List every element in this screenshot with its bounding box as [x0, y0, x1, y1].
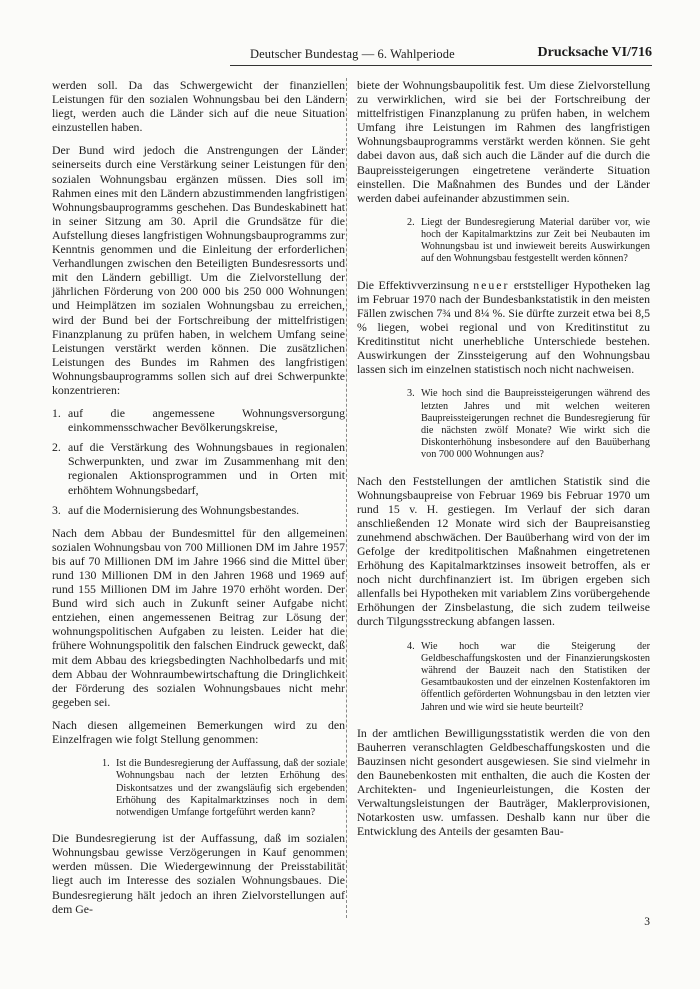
- header-rule: [230, 65, 652, 66]
- question-3: 3. Wie hoch sind die Baupreissteigerungen während des letzten Jahres und mit welchen weiteren Baupreissteigerungen rechnet die Bundesregierung für die nächsten zwölf Monate? Wie wirkt sich die Diskonterhöhung insbesondere auf den Bauüberhang von 700 000 Wohnungen aus?: [407, 388, 650, 461]
- paragraph: biete der Wohnungsbaupolitik fest. Um diese Zielvorstellung zu verwirklichen, wird sie bei der Fortschreibung der mittelfristigen Finanzplanung zu prüfen haben, in welchem Umfang ihre Leistungen im Rahmen des langfristigen Wohnungsbauprogramms verstärkt werden können. Sie geht dabei davon aus, daß sich auch die Länder auf die durch die Baupreissteigerungen eingetretene veränderte Situation einstellen. Die Maßnahmen des Bundes und der Länder werden dabei aufeinander abzustimmen sein.: [357, 78, 650, 205]
- left-column: [52, 78, 345, 925]
- paragraph: Nach dem Abbau der Bundesmittel für den allgemeinen sozialen Wohnungsbau von 700 Millionen DM im Jahre 1957 bis auf 70 Millionen DM im Jahre 1966 sind die Mittel über rund 130 Millionen DM in den Jahren 1968 und 1969 auf rund 155 Millionen DM im Jahre 1970 erhöht worden. Der Bund wird sich auch in Zukunft seiner Aufgabe nicht entziehen, einen angemessenen Beitrag zur Lösung der wohnungspolitischen Aufgaben zu leisten. Leider hat die frühere Wohnungspolitik den falschen Eindruck geweckt, daß mit dem Abbau des kriegsbedingten Nachholbedarfs und mit dem Abbau der Wohnraumbewirtschaftung die Dringlichkeit der Förderung des sozialen Wohnungsbaues nicht mehr gegeben sei.: [52, 525, 345, 709]
- header-title: Deutscher Bundestag — 6. Wahlperiode: [250, 47, 455, 61]
- list-item: 2. auf die Verstärkung des Wohnungsbaues in regionalen Schwerpunkten, und zwar im Zusammenhang mit den regionalen Aktionsprogrammen und in Orten mit erhöhtem Wohnungsbedarf,: [52, 440, 345, 497]
- question-1: 1. Ist die Bundesregierung der Auffassung, daß der soziale Wohnungsbau nach der letzten Erhöhung des Diskontsatzes und der zwangsläufig sich ergebenden Erhöhung des Kapitalmarktzinses noch in dem notwendigen Umfange fortgeführt werden kann?: [102, 758, 345, 818]
- list-item: 3. auf die Modernisierung des Wohnungsbestandes.: [52, 502, 300, 517]
- column-divider: [346, 78, 347, 918]
- paragraph: Nach den Feststellungen der amtlichen Statistik sind die Wohnungsbaupreise von Februar 1969 bis Februar 1970 um rund 15 v. H. gestiegen. Im Verlauf der sich daran anschließenden 12 Monate wird sich der Baupreisanstieg zunehmend abschwächen. Der Bauüberhang wird von der im Gefolge der kreditpolitischen Maßnahmen eingetretenen Erhöhung des Kapitalmarktzinses insoweit betroffen, als er noch nicht durchfinanziert ist. Im übrigen ergeben sich allenfalls bei Hypotheken mit variablem Zins vorübergehende Erhöhungen der Zinsbelastung, die sich zudem teilweise durch Tilgungsstreckung abfangen lassen.: [357, 473, 650, 629]
- priority-list: [52, 406, 345, 517]
- paragraph: In der amtlichen Bewilligungsstatistik werden die von den Bauherren veranschlagten Geldbeschaffungskosten und die Bauzinsen nicht gesondert ausgewiesen. Sie sind vielmehr in den Baunebenkosten mit enthalten, die auch die Kosten der Architekten- und Ingenieurleistungen, die Kosten der Verwaltungsleistungen der Bauträger, Maklerprovisionen, Notarkosten usw. umfassen. Deshalb kann nur über die Entwicklung des Anteils der gesamten Bau-: [357, 725, 650, 839]
- page-number: 3: [644, 916, 650, 928]
- paragraph: Nach diesen allgemeinen Bemerkungen wird zu den Einzelfragen wie folgt Stellung genommen:: [52, 717, 345, 747]
- question-4: 4. Wie hoch war die Steigerung der Geldbeschaffungskosten und der Finanzierungskosten während der Bauzeit nach den Statistiken der Gesamtbaukosten und der einzelnen Kostenfaktoren im öffentlich geförderten Wohnungsbau in den letzten vier Jahren und wie wird sie heute beurteilt?: [407, 640, 650, 713]
- list-item: 1. auf die angemessene Wohnungsversorgung einkommensschwacher Bevölkerungskreise,: [52, 406, 345, 435]
- paragraph: Die Effektivverzinsung neuer erststelliger Hypotheken lag im Februar 1970 nach der Bundesbankstatistik in den meisten Fällen zwischen 7¾ und 8¼ %. Sie dürfte zurzeit etwa bei 8,5 % liegen, wobei regional und von Kreditinstitut zu Kreditinstitut nicht unerhebliche Unterschiede bestehen. Auswirkungen der Zinssteigerung auf den Wohnungsbau lassen sich im einzelnen statistisch noch nicht nachweisen.: [357, 277, 650, 377]
- paragraph: werden soll. Da das Schwergewicht der finanziellen Leistungen für den sozialen Wohnungsbau bei den Ländern liegt, werden auch die Länder sich auf die neue Situation einzustellen haben.: [52, 78, 345, 135]
- paragraph: Die Bundesregierung ist der Auffassung, daß im sozialen Wohnungsbau gewisse Verzögerungen in Kauf genommen werden müssen. Die Wiedergewinnung der Preisstabilität liegt auch im Interesse des sozialen Wohnungsbaues. Die Bundesregierung hält jedoch an ihren Zielvorstellungen auf dem Ge-: [52, 831, 345, 916]
- right-column: [357, 78, 650, 848]
- paragraph: Der Bund wird jedoch die Anstrengungen der Länder seinerseits durch eine Verstärkung seiner Leistungen für den sozialen Wohnungsbau ergänzen müssen. Dies soll im Rahmen eines mit den Ländern abzustimmenden langfristigen Wohnungsbauprogramms geschehen. Das Bundeskabinett hat in seiner Sitzung am 30. April die Grundsätze für die Aufstellung dieses langfristigen Wohnungsbauprogramms zur Kenntnis genommen und die Einleitung der erforderlichen Verhandlungen zwischen den Beteiligten Bundesressorts und mit den Ländern gebilligt. Um die Zielvorstellung der jährlichen Förderung von 200 000 bis 250 000 Wohnungen und Heimplätzen im sozialen Wohnungsbau zu erreichen, wird der Bund bei der Fortschreibung der mittelfristigen Finanzplanung zu prüfen haben, in welchem Umfang seine Leistungen verstärkt werden können. Die zusätzlichen Leistungen des Bundes im Rahmen des langfristigen Wohnungsbauprogramms sollen sich auf drei Schwerpunkte konzentrieren:: [52, 143, 345, 397]
- page-header: [52, 47, 652, 69]
- question-2: 2. Liegt der Bundesregierung Material darüber vor, wie hoch der Kapitalmarktzins zur Zeit bei Neubauten im Wohnungsbau ist und inwieweit bereits Auswirkungen auf den Wohnungsbau festgestellt werden können?: [407, 216, 650, 265]
- document-reference: Drucksache VI/716: [537, 45, 652, 60]
